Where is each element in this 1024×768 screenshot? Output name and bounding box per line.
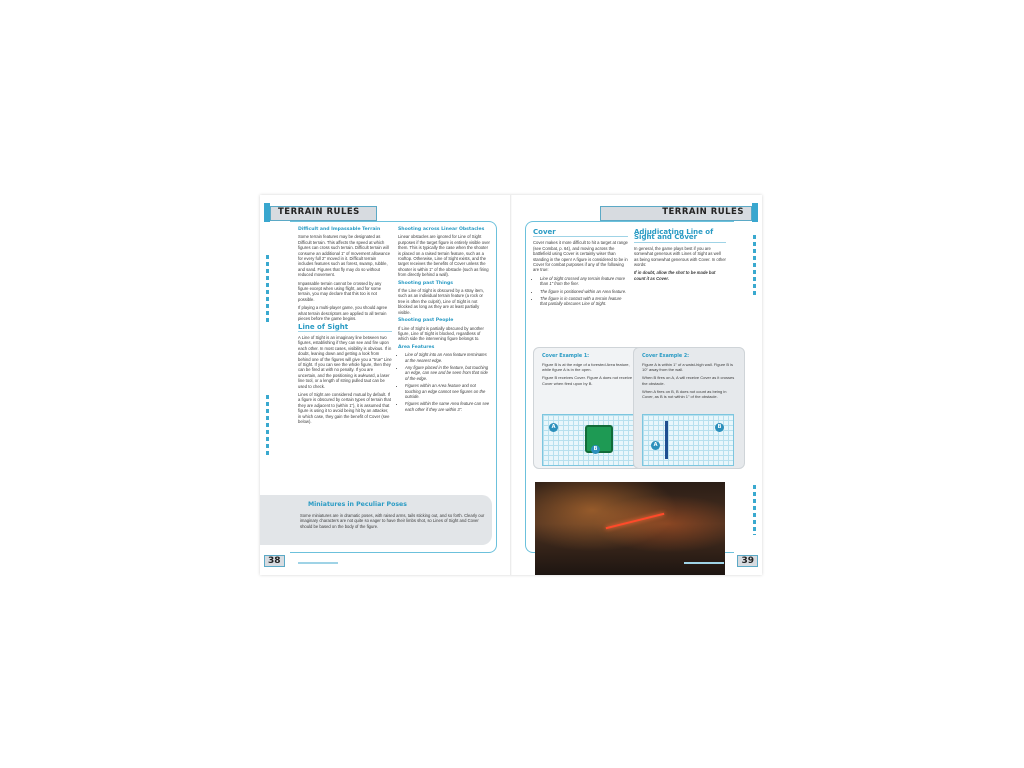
paragraph: Figure B is at the edge of a forested Area feature, while figure A is in the open. (542, 362, 630, 373)
page-left (260, 195, 511, 575)
text-column-1 (298, 227, 392, 427)
paragraph: A Line of Sight is an imaginary line between two figures, establishing if they can see and fire upon each other. In most cases, visibility is obvious. If in doubt, leaning down and getting a look from behind one of the figures will give you a "true" Line of Sight. If you can see the whole figure, then they can be fired at with no penalty. If you are uncertain, and the positioning is awkward, a laser line tool, or a length of string pulled taut can be used to check. (298, 334, 392, 389)
list-item: • Figures within an Area feature and not touching an edge cannot see figures on the outside. (405, 383, 490, 399)
side-decoration (753, 235, 756, 295)
figure-token-icon: B (715, 423, 724, 432)
paragraph: When B fires on A, A will receive Cover as it crosses the obstacle. (642, 375, 735, 386)
paragraph: Figure B receives Cover. Figure A does not receive Cover when fired upon by B. (542, 375, 633, 386)
paragraph: In general, the game plays best if you are somewhat generous with Lines of Sight as well as being somewhat generous with Cover. In other words: (634, 245, 726, 268)
cover-example-2 (633, 347, 745, 469)
figure-token-icon: A (549, 423, 558, 432)
list-item: • The figure is positioned within an Area feature. (540, 289, 628, 294)
side-decoration (266, 395, 269, 455)
callout-body: Some miniatures are in dramatic poses, with raised arms, tails sticking out, and so forth. Clearly our imaginary characters are not quite so eager to have their limbs shot, so Lines of Sight and Cover should be based on the body of the figure. (300, 513, 485, 529)
example-title: Cover Example 2: (642, 354, 690, 359)
cover-conditions-list (533, 276, 628, 307)
subheading: Area Features (398, 344, 435, 350)
laser-beam (606, 513, 665, 529)
side-decoration (266, 255, 269, 325)
footer-line (298, 562, 338, 564)
paragraph: Lines of Sight are considered mutual by default. If a figure is obscured by certain types of terrain that they are adjacent to (within 1"), it is assumed that figure is using it to avoid being hit by an attacker, in which case, they gain the benefit of Cover (see below). (298, 391, 391, 424)
subheading: Difficult and Impassable Terrain (298, 227, 381, 232)
text-column-2 (398, 227, 490, 415)
list-item: • Figures within the same Area feature can see each other if they are within 3". (405, 401, 490, 412)
page-header-left (264, 203, 384, 221)
page-number: 39 (737, 555, 758, 567)
example-body (542, 362, 636, 389)
paragraph: Linear obstacles are ignored for Line of Sight purposes if the target figure is entirely visible over them. This is typically the case when the shooter is placed on a raised terrain feature, such as a rooftop. Otherwise, Line of Sight exists, and the target receives the benefits of Cover unless the shooter is within 1" of the obstacle (such as firing from directly behind a wall). (398, 234, 490, 278)
paragraph: Some terrain features may be designated as Difficult terrain. This affects the speed at which figures can cross such terrain. Difficult terrain will consume an additional 1" of movement allowance for every full 2" moved in it. Difficult terrain includes features such as forest, swamp, rubble, and sand. Figures that fly may do so without reduced movement. (298, 234, 391, 278)
section-heading: Cover (533, 230, 628, 237)
example-body (642, 362, 736, 402)
area-features-list (398, 352, 490, 412)
list-item: • Any figure placed in the feature, but touching an edge, can see and be seen from that side of the edge. (405, 365, 490, 381)
example-diagram (642, 414, 734, 466)
wall-obstacle-icon (665, 421, 668, 459)
example-diagram (542, 414, 634, 466)
subheading: Shooting across Linear Obstacles (398, 227, 485, 232)
paragraph: Cover makes it more difficult to hit a target at range (see Combat, p. 64), and moving across the battlefield using Cover is certainly wiser than standing in the open! A figure is considered to be in Cover for combat purposes if any of the following are true: (533, 240, 628, 273)
callout-title: Miniatures in Peculiar Poses (308, 501, 407, 508)
list-item: • Line of Sight into an Area feature terminates at the nearest edge. (405, 352, 490, 363)
figure-token-icon: A (651, 441, 660, 450)
paragraph-emphasis: If in doubt, allow the shot to be made but count it as Cover. (634, 270, 716, 281)
header-title: TERRAIN RULES (662, 207, 744, 217)
paragraph: If playing a multi-player game, you should agree what terrain descriptors are applied to all terrain pieces before the game begins. (298, 305, 388, 322)
cover-column (533, 227, 628, 310)
paragraph: Figure A is within 1" of a waist-high wall. Figure B is 10" away from the wall. (642, 362, 734, 373)
header-title: TERRAIN RULES (278, 207, 360, 217)
page-number: 38 (264, 555, 285, 567)
example-title: Cover Example 1: (542, 354, 590, 359)
section-heading: Line of Sight (298, 325, 392, 332)
side-decoration (753, 485, 756, 535)
page-header-right (598, 203, 758, 221)
header-accent (752, 203, 758, 222)
list-item: • Line of Sight crossed any terrain feature more than 1" from the firer. (540, 276, 628, 287)
cover-example-1 (533, 347, 643, 469)
subheading: Shooting past Things (398, 280, 454, 286)
paragraph: When A fires on B, B does not count as being in Cover, as B is not within 1" of the obstacle. (642, 388, 727, 400)
paragraph: Impassable terrain cannot be crossed by any figure except when using flight, and for some terrain, you may declare that this too is not possible. (298, 280, 382, 302)
subheading: Shooting past People (398, 318, 454, 324)
section-heading: Adjudicating Line of Sight and Cover (634, 230, 726, 243)
adjudicating-column (634, 227, 726, 284)
page-right (511, 195, 762, 575)
paragraph: If Line of Sight is partially obscured by another figure, Line of Sight is blocked, regardless of which side the intervening figure belongs to. (398, 325, 484, 342)
paragraph: If the Line of Sight is obscured by a stray item, such as an individual terrain feature (a rock or tree is often the culprit), Line of Sight is not blocked as long as they are at least partially visible. (398, 288, 484, 315)
callout-box (260, 495, 492, 545)
list-item: • The figure is in contact with a terrain feature that partially obscures Line of Sight. (540, 296, 628, 307)
footer-line (684, 562, 724, 564)
book-spread (260, 195, 762, 575)
figure-token-icon: B (591, 445, 600, 454)
